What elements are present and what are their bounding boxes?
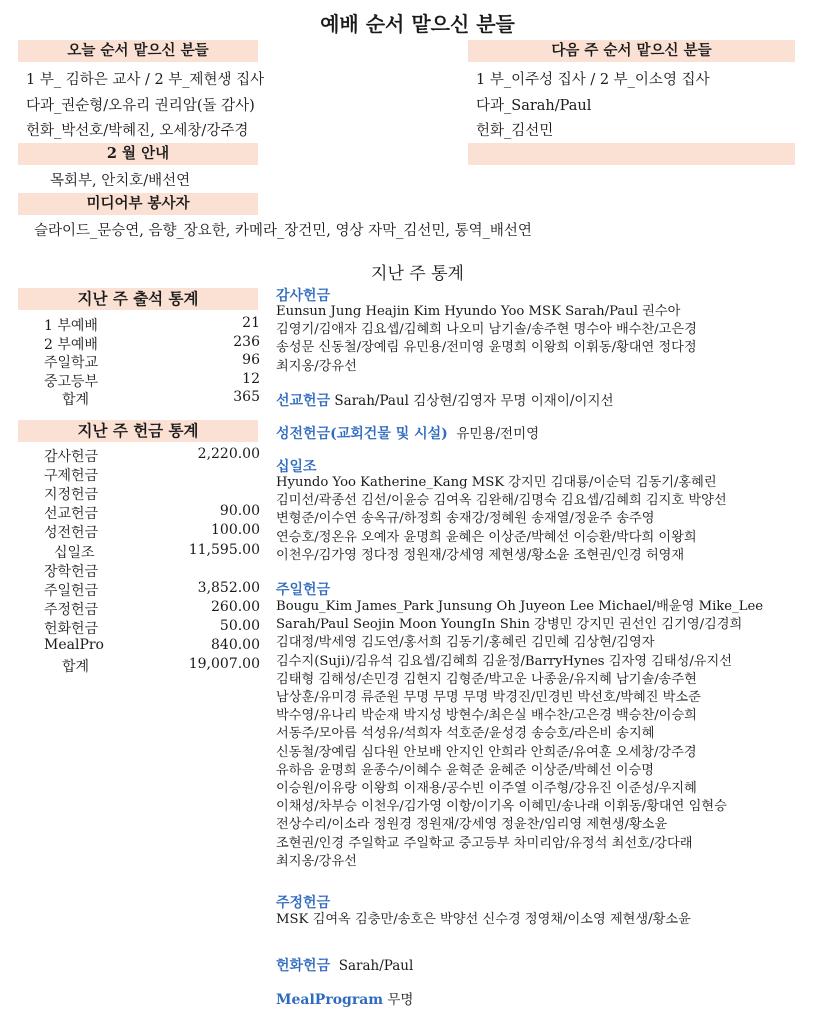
building-row [276, 422, 539, 443]
sunday-list [276, 598, 763, 871]
stat-value: 11,595.00 [188, 541, 260, 558]
donor-line: 연승호/정온유 오예자 윤명희 윤혜은 이상준/박혜선 이승환/박다희 이왕희 [276, 529, 697, 545]
stat-value: 2,220.00 [197, 446, 260, 462]
stat-row [18, 446, 260, 464]
this-week-header: 오늘 순서 맡으신 분들 [18, 40, 258, 62]
donor-line: Sarah/Paul Seojin Moon YoungIn Shin 강병민 강지민 권선인 김기영/김경희 [276, 617, 743, 633]
building-text: 유민용/전미영 [456, 426, 540, 442]
stat-label: 지정헌금 [44, 487, 99, 504]
flower-text: Sarah/Paul [338, 958, 414, 974]
donor-line: 조현권/인경 주일학교 주일학교 중고등부 차미리암/유정석 최선호/강다래 [276, 835, 693, 851]
stat-row [18, 334, 260, 352]
stat-label: 2 부예배 [44, 336, 98, 353]
next-week-header: 다음 주 순서 맡으신 분들 [468, 40, 795, 62]
stat-value: 840.00 [211, 637, 260, 653]
feb-notice-header: 2 월 안내 [18, 143, 258, 165]
donor-line: 김영기/김애자 김요셉/김혜희 나오미 남기솔/송주현 명수아 배수찬/고은경 [276, 322, 697, 338]
donor-line: 김미선/곽종선 김선/이윤승 김여옥 김완해/김명숙 김요셉/김혜희 김지호 박양선 [276, 493, 727, 509]
stat-value: 3,852.00 [197, 579, 260, 596]
tithe-heading: 십일조 [276, 459, 317, 475]
donor-line: 최지옹/강유선 [276, 358, 357, 374]
meal-text: 무명 [387, 992, 414, 1008]
media-header: 미디어부 봉사자 [18, 193, 258, 215]
donor-line: Bougu_Kim James_Park Junsung Oh Juyeon Lee Michael/배윤영 Mike_Lee [276, 599, 764, 614]
donor-line: 김대정/박세영 김도연/홍서희 김동기/홍혜린 김민혜 김상현/김영자 [276, 635, 655, 651]
stat-value: 365 [233, 389, 260, 406]
stat-label: 십일조 [54, 544, 95, 561]
mission-heading: 선교헌금 [276, 393, 331, 409]
donor-line: 서동주/모아름 석성유/석희자 석호준/윤성경 송승호/라은비 송지혜 [276, 726, 655, 742]
mission-text: Sarah/Paul 김상현/김영자 무명 이재이/이지선 [334, 393, 614, 409]
stat-label: 주일헌금 [44, 582, 99, 599]
stat-row [18, 637, 260, 655]
donor-line: 신동철/장예림 심다원 안보배 안지인 안희라 안희준/유여훈 오세창/강주경 [276, 744, 697, 760]
stat-label: 합계 [62, 392, 90, 409]
stat-value: 50.00 [219, 617, 260, 634]
stat-row [18, 352, 260, 370]
donor-line: 변형준/이수연 송옥규/하정희 송재강/정혜원 송재열/정윤주 송주영 [276, 511, 655, 527]
thanks-list [276, 303, 697, 376]
stat-row [18, 618, 260, 636]
next-week-empty-bar [468, 143, 795, 165]
stat-value: 100.00 [211, 522, 260, 539]
stat-value: 96 [242, 352, 260, 369]
stat-label: 헌화헌금 [44, 620, 99, 637]
donor-line: 최지옹/강유선 [276, 853, 357, 869]
stat-label: 선교헌금 [44, 506, 99, 523]
stat-label: 주일학교 [44, 355, 99, 372]
stats-title: 지난 주 통계 [371, 264, 464, 284]
weekly-heading: 주정헌금 [276, 895, 331, 911]
this-week-line: 1 부_ 김하은 교사 / 2 부_제현생 집사 [26, 72, 265, 88]
donor-line: 이승원/이유랑 이왕희 이재용/공수빈 이주열 이주형/강유진 이준성/우지혜 [276, 781, 697, 797]
stat-value: 260.00 [211, 598, 260, 615]
stat-row [18, 522, 260, 540]
donor-line: 박수영/유나리 박순재 박지성 방현수/최은실 배수찬/고은경 백승찬/이승희 [276, 708, 697, 724]
stat-row [18, 580, 260, 598]
this-week-line: 다과_권순형/오유리 권리암(돌 감사) [26, 98, 255, 114]
stat-label: 구제헌금 [44, 468, 99, 485]
building-heading: 성전헌금(교회건물 및 시설) [276, 426, 448, 442]
stat-row [18, 484, 260, 502]
stat-row [18, 599, 260, 617]
next-week-line: 1 부_이주성 집사 / 2 부_이소영 집사 [476, 72, 710, 88]
stat-label: MealPro [44, 637, 104, 653]
stat-value: 236 [233, 333, 260, 350]
donor-line: 이채성/차부승 이천우/김가영 이항/이기옥 이혜민/송나래 이휘동/황대연 임현승 [276, 799, 727, 815]
mission-row [276, 389, 614, 410]
stat-row [18, 465, 260, 483]
stat-label: 장학헌금 [44, 563, 99, 580]
next-week-line: 헌화_김선민 [476, 123, 554, 139]
attendance-header: 지난 주 출석 통계 [18, 288, 258, 310]
donor-line: 남상훈/유미경 류준원 무명 무명 무명 박경진/민경빈 박선호/박혜진 박소준 [276, 690, 701, 706]
donor-line: 전상수리/이소라 정원경 정원재/강세영 정윤찬/임리영 제현생/황소윤 [276, 817, 668, 833]
donor-line: Eunsun Jung Heajin Kim Hyundo Yoo MSK Sarah/Paul 권수아 [276, 304, 681, 319]
stat-row [18, 656, 260, 674]
stat-label: 1 부예배 [44, 318, 98, 334]
flower-row [276, 955, 413, 975]
next-week-line: 다과_Sarah/Paul [476, 98, 592, 114]
stat-label: 주정헌금 [44, 601, 99, 618]
thanks-heading: 감사헌금 [276, 288, 331, 304]
stat-label: 중고등부 [44, 373, 99, 390]
stat-label: 성전헌금 [44, 525, 99, 542]
meal-heading: MealProgram [276, 992, 384, 1008]
stat-row [18, 371, 260, 389]
stat-value: 19,007.00 [188, 656, 260, 673]
donor-line: Hyundo Yoo Katherine_Kang MSK 강지민 김대룡/이순덕 김동기/홍혜린 [276, 475, 717, 490]
stat-value: 12 [242, 370, 260, 387]
stat-label: 감사헌금 [44, 449, 99, 465]
stat-row [18, 503, 260, 521]
donor-line: 김태형 김해성/손민경 김현지 김형준/박고운 나종윤/유지혜 남기솔/송주현 [276, 671, 697, 687]
meal-row [276, 988, 413, 1008]
donor-line: 김수지(Suji)/김유석 김요셉/김혜희 김윤정/BarryHynes 김자영 김태성/유지선 [276, 653, 733, 669]
stat-value: 21 [242, 315, 260, 331]
this-week-line: 헌화_박선호/박혜진, 오세창/강주경 [26, 123, 249, 139]
offering-header: 지난 주 헌금 통계 [18, 420, 258, 442]
stat-row [18, 315, 260, 333]
flower-heading: 헌화헌금 [276, 958, 331, 974]
stat-row [18, 389, 260, 407]
stat-label: 합계 [62, 659, 90, 676]
tithe-list [276, 474, 727, 565]
media-line: 슬라이드_문승연, 음향_장요한, 카메라_장건민, 영상 자막_김선민, 통역_배선연 [34, 223, 532, 239]
stat-row [18, 561, 260, 579]
donor-line: 유하음 윤명희 윤종수/이혜수 윤혁준 윤혜준 이상준/박혜선 이승명 [276, 762, 654, 778]
weekly-text: MSK 김여옥 김충만/송호은 박양선 신수경 정영채/이소영 제현생/황소윤 [276, 912, 691, 927]
donor-line: 송성문 신동철/장예림 유민용/전미영 윤명희 이왕희 이휘동/황대연 정다정 [276, 340, 697, 356]
page-title: 예배 순서 맡으신 분들 [320, 12, 515, 36]
donor-line: 이천우/김가영 정다정 정원재/강세영 제현생/황소윤 조현권/인경 허영재 [276, 547, 685, 563]
feb-notice-line: 목회부, 안치호/배선연 [50, 173, 191, 189]
sunday-heading: 주일헌금 [276, 582, 331, 598]
stat-value: 90.00 [219, 503, 260, 520]
stat-row [18, 542, 260, 560]
